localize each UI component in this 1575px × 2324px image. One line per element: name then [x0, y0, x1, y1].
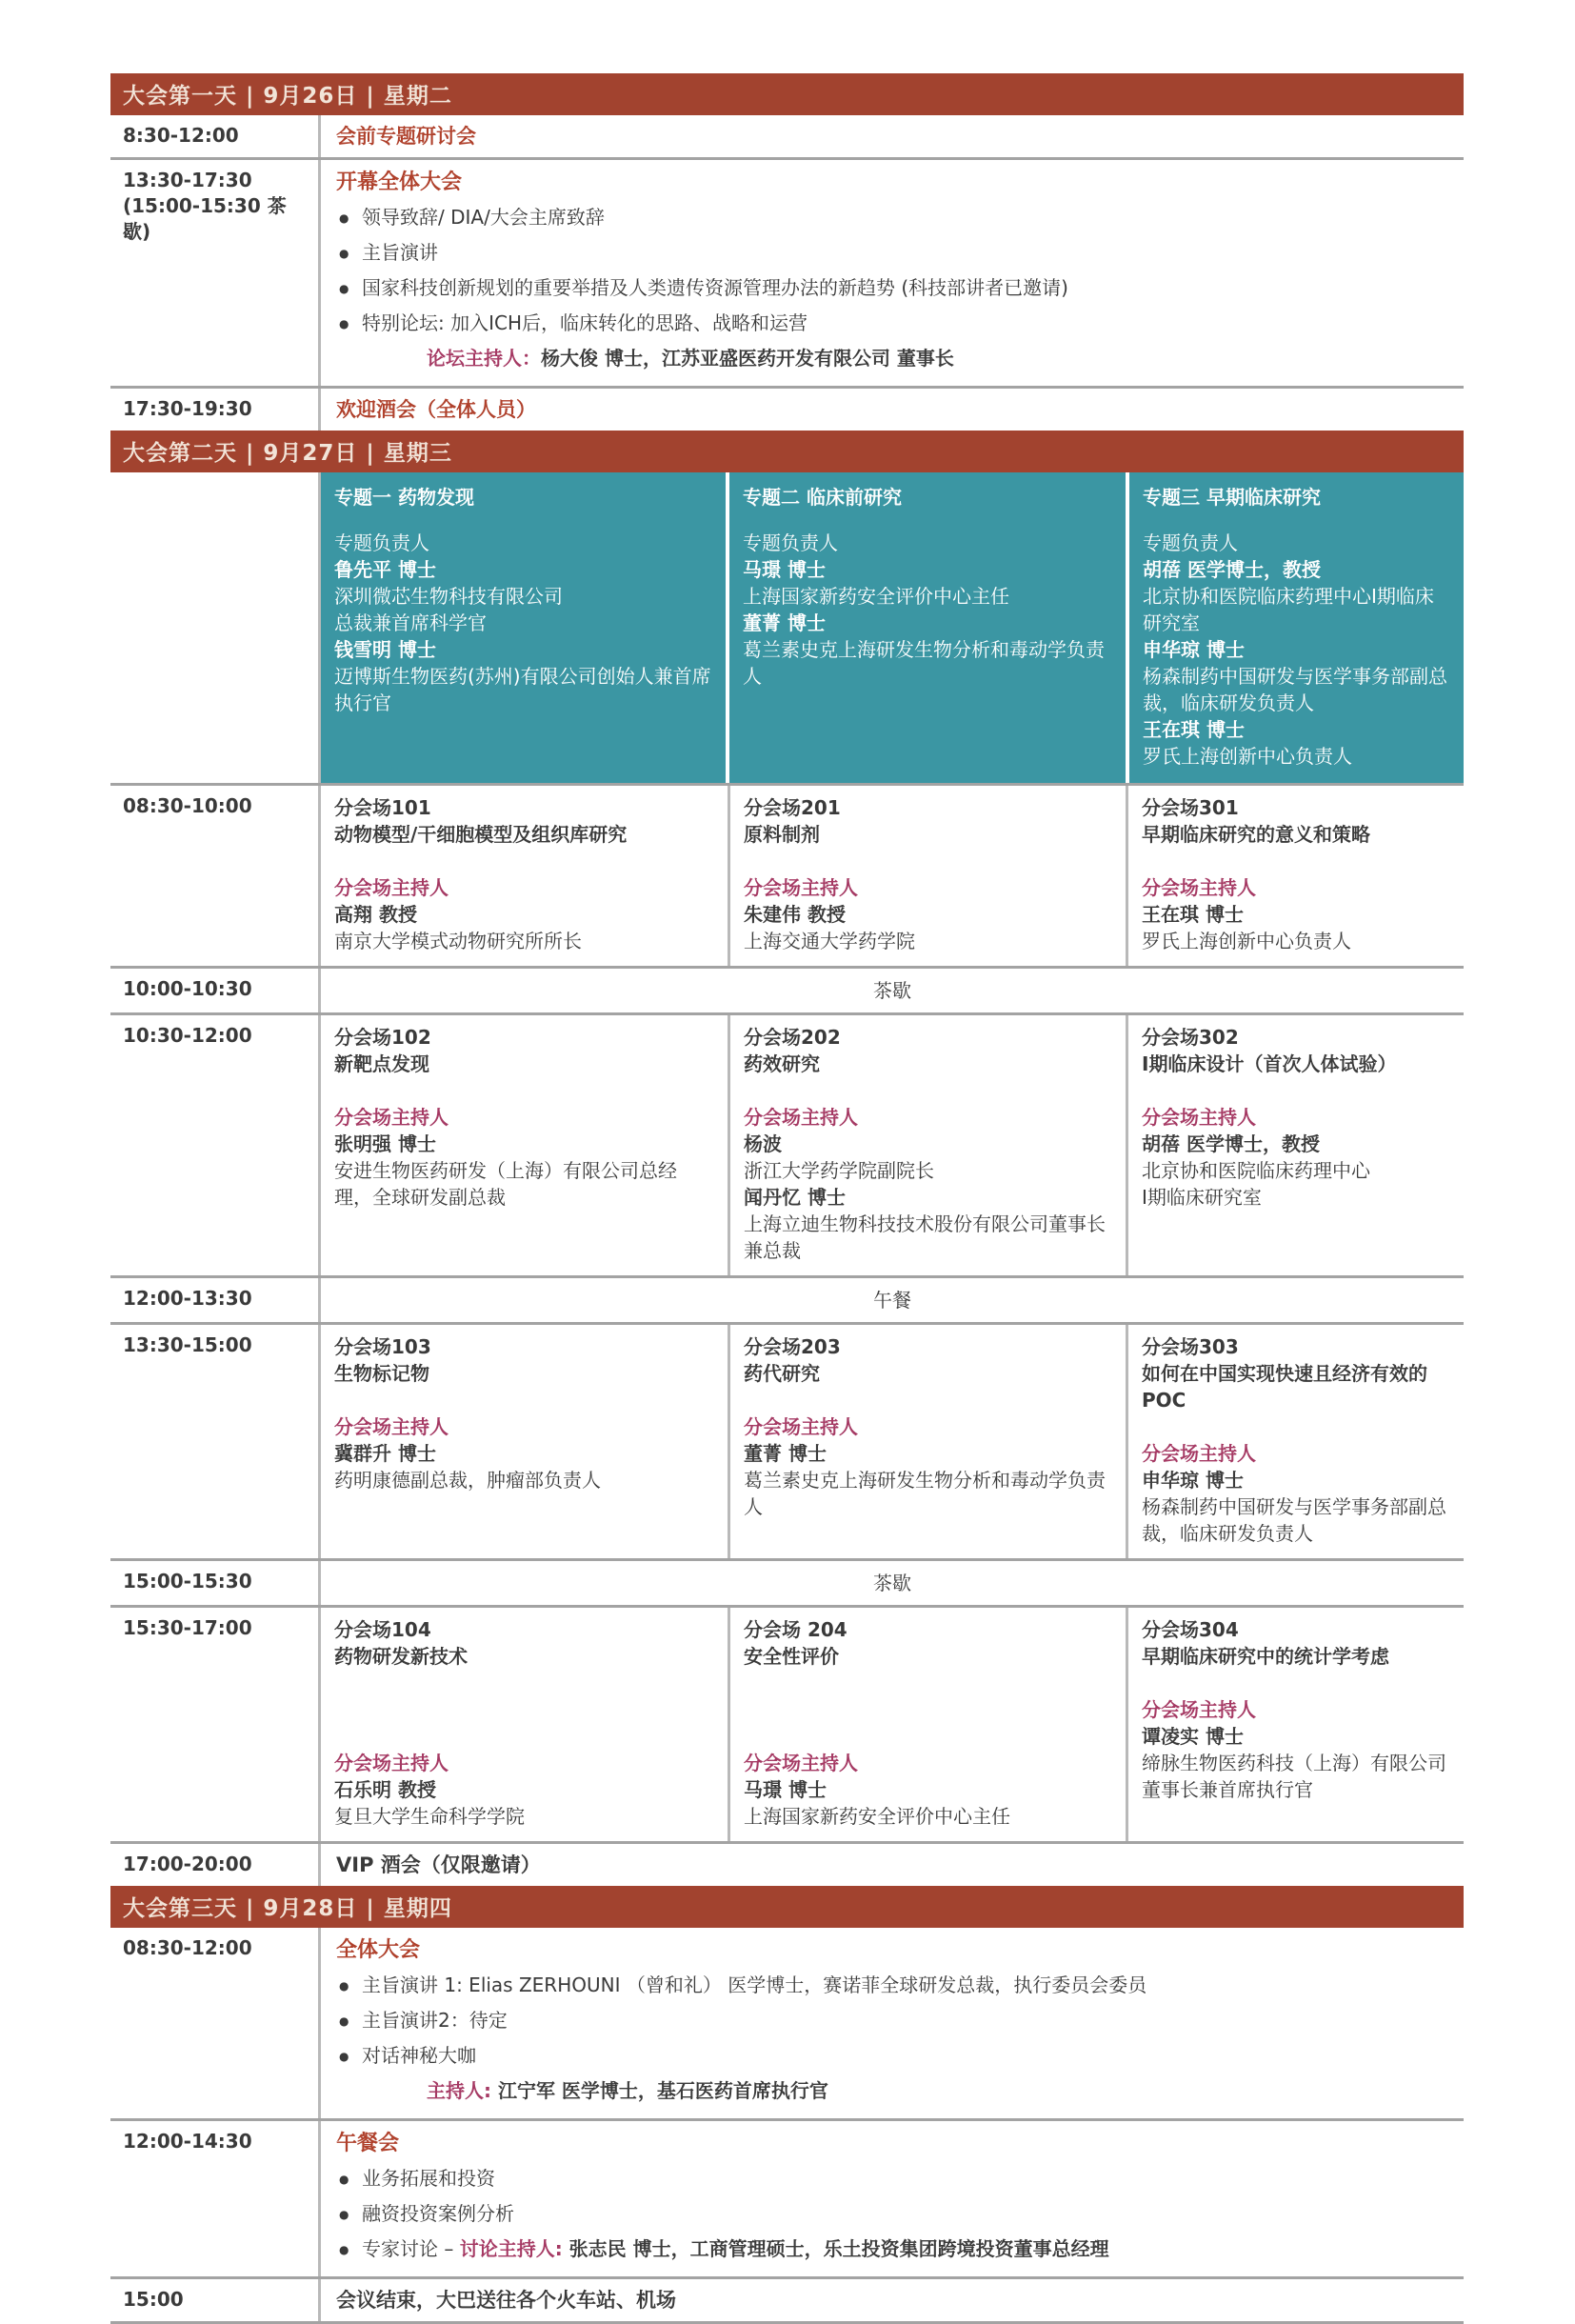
- break-row: [110, 969, 1464, 1015]
- time-cell: [110, 160, 321, 386]
- cell-line: 原料制剂: [744, 823, 820, 846]
- cell-line: 石乐明 教授: [334, 1778, 436, 1801]
- bullet-item: [336, 235, 1448, 270]
- cell-line: 朱建伟 教授: [744, 903, 846, 926]
- cell-line: 复旦大学生命科学学院: [334, 1805, 525, 1828]
- time-cell-empty: [110, 472, 321, 783]
- cell-line: 分会场主持人: [744, 1752, 858, 1774]
- session-title: 开幕全体大会: [336, 170, 463, 194]
- closing-label: 会议结束，大巴送往各个火车站、机场: [336, 2289, 676, 2312]
- text-segment: 专家讨论 –: [362, 2237, 460, 2260]
- cell-line: [334, 848, 714, 874]
- bullet-item: [336, 2232, 1448, 2267]
- cell-line: [1142, 1670, 1450, 1696]
- track-header-row: [110, 472, 1464, 786]
- cell-line: 胡蓓 医学博士，教授: [1143, 558, 1321, 581]
- session-cell-103: [321, 1325, 728, 1558]
- text-segment: 融资投资案例分析: [362, 2202, 514, 2225]
- schedule-row: [110, 1928, 1464, 2121]
- text-segment: 业务拓展和投资: [362, 2167, 495, 2190]
- cell-line: [334, 1670, 714, 1696]
- time-cell: 15:00-15:30: [110, 1561, 321, 1605]
- text-segment: 国家科技创新规划的重要举措及人类遗传资源管理办法的新趋势 (科技部讲者已邀请): [362, 276, 1068, 299]
- schedule-row: [110, 2279, 1464, 2324]
- cell-line: [744, 1723, 1112, 1750]
- schedule-row: [110, 1325, 1464, 1561]
- cell-line: 董菁 博士: [743, 611, 826, 634]
- cell-line: 胡蓓 医学博士，教授: [1142, 1132, 1320, 1155]
- cell-line: [1142, 1077, 1450, 1104]
- schedule-row: [110, 1844, 1464, 1886]
- cell-line: 钱雪明 博士: [334, 638, 436, 661]
- cell-line: 分会场301: [1142, 796, 1239, 819]
- cell-line: 分会场主持人: [1142, 876, 1256, 899]
- cell-line: 迈博斯生物医药(苏州)有限公司创始人兼首席执行官: [334, 665, 711, 714]
- session-cell-202: [728, 1015, 1126, 1275]
- cell-line: 分会场 204: [744, 1618, 847, 1641]
- session-title: 欢迎酒会（全体人员）: [336, 398, 536, 421]
- cell-line: 鲁先平 博士: [334, 558, 436, 581]
- cell-line: 药效研究: [744, 1052, 820, 1075]
- time-cell: 8:30-12:00: [110, 115, 321, 157]
- bullet-item: [336, 270, 1448, 306]
- cell-line: [334, 1077, 714, 1104]
- cell-line: 专题二 临床前研究: [743, 486, 902, 509]
- cell-line: 总裁兼首席科学官: [334, 611, 487, 634]
- break-label: 茶歇: [873, 1572, 911, 1594]
- schedule-row: [110, 1608, 1464, 1844]
- cell-line: 药物研发新技术: [334, 1645, 468, 1668]
- cell-line: 分会场202: [744, 1026, 841, 1049]
- cell-line: [334, 1387, 714, 1413]
- schedule-row: [110, 2121, 1464, 2279]
- day2-header-label: 大会第二天 | 9月27日 | 星期三: [123, 441, 452, 466]
- text-segment: 主旨演讲 1: Elias ZERHOUNI （曾和礼） 医学博士，赛诺菲全球研发总裁，执行委员会委员: [362, 1973, 1147, 1996]
- session-cells: [321, 1325, 1464, 1558]
- cell-line: 杨森制药中国研发与医学事务部副总裁，临床研发负责人: [1142, 1495, 1446, 1545]
- cell-line: 分会场主持人: [334, 1415, 449, 1438]
- cell-line: 高翔 教授: [334, 903, 417, 926]
- text-segment: 讨论主持人:: [459, 2237, 563, 2260]
- time-cell: 15:30-17:00: [110, 1608, 321, 1841]
- cell-line: 专题负责人: [1143, 531, 1238, 554]
- text-segment: 对话神秘大咖: [362, 2044, 476, 2067]
- cell-line: 分会场201: [744, 796, 841, 819]
- session-cell-102: [321, 1015, 728, 1275]
- day1-header-band: [110, 73, 1464, 115]
- cell-line: 安进生物医药研发（上海）有限公司总经理，全球研发副总裁: [334, 1159, 677, 1209]
- text-segment: 特别论坛: 加入ICH后，临床转化的思路、战略和运营: [362, 311, 807, 334]
- session-title: 全体大会: [336, 1938, 421, 1962]
- cell-line: I期临床研究室: [1142, 1186, 1262, 1209]
- time-cell: 12:00-14:30: [110, 2121, 321, 2276]
- cell-line: 分会场主持人: [1142, 1698, 1256, 1721]
- cell-line: 北京协和医院临床药理中心I期临床研究室: [1143, 585, 1434, 634]
- cell-line: 南京大学模式动物研究所所长: [334, 930, 582, 952]
- time-cell: 17:30-19:30: [110, 389, 321, 431]
- cell-line: 谭凌实 博士: [1142, 1725, 1244, 1748]
- cell-line: 闻丹忆 博士: [744, 1186, 846, 1209]
- cell-line: [1142, 848, 1450, 874]
- cell-line: 分会场主持人: [334, 1106, 449, 1129]
- bullet-item: [336, 2161, 1448, 2196]
- cell-line: [744, 1387, 1112, 1413]
- text-segment: 杨大俊 博士，江苏亚盛医药开发有限公司 董事长: [541, 347, 954, 370]
- time-cell: 13:30-15:00: [110, 1325, 321, 1558]
- time-cell: 08:30-10:00: [110, 786, 321, 966]
- cell-line: [1142, 1413, 1450, 1440]
- session-cell-201: [728, 786, 1126, 966]
- text-segment: 张志民 博士，工商管理硕士，乐土投资集团跨境投资董事总经理: [562, 2237, 1109, 2260]
- bullet-item: [336, 200, 1448, 235]
- cell-line: 专题负责人: [334, 531, 429, 554]
- cell-line: 药代研究: [744, 1362, 820, 1385]
- track2-preclinical: [729, 472, 1126, 783]
- time-cell: 17:00-20:00: [110, 1844, 321, 1886]
- schedule-row: [110, 786, 1464, 969]
- schedule-row: [110, 1015, 1464, 1278]
- time-cell: 12:00-13:30: [110, 1278, 321, 1322]
- day3-header-band: [110, 1886, 1464, 1928]
- cell-line: I期临床设计（首次人体试验）: [1142, 1052, 1397, 1075]
- session-cell-101: [321, 786, 728, 966]
- day3-header-label: 大会第三天 | 9月28日 | 星期四: [123, 1896, 452, 1921]
- session-cell: [321, 160, 1464, 386]
- session-cell-301: [1126, 786, 1464, 966]
- cell-line: 王在琪 博士: [1143, 718, 1245, 741]
- bullet-item: [336, 2003, 1448, 2038]
- break-label: 茶歇: [873, 979, 911, 1002]
- break-row: [110, 1278, 1464, 1325]
- session-cell-303: [1126, 1325, 1464, 1558]
- cell-line: 王在琪 博士: [1142, 903, 1244, 926]
- cell-line: 申华琼 博士: [1143, 638, 1245, 661]
- cell-line: 安全性评价: [744, 1645, 839, 1668]
- cell-line: 分会场主持人: [1142, 1106, 1256, 1129]
- cell-line: 上海交通大学药学院: [744, 930, 915, 952]
- text-segment: 江宁军 医学博士，基石医药首席执行官: [491, 2079, 828, 2102]
- cell-line: 分会场203: [744, 1335, 841, 1358]
- bullet-item: [336, 2038, 1448, 2074]
- session-cell-204: [728, 1608, 1126, 1841]
- cell-line: 上海立迪生物科技技术股份有限公司董事长兼总裁: [744, 1212, 1106, 1262]
- cell-line: 马璟 博士: [744, 1778, 827, 1801]
- session-title: 会前专题研讨会: [336, 125, 476, 148]
- cell-line: 分会场102: [334, 1026, 431, 1049]
- session-cells: [321, 1015, 1464, 1275]
- cell-line: [334, 1696, 714, 1723]
- cell-line: 冀群升 博士: [334, 1442, 436, 1465]
- cell-line: 早期临床研究中的统计学考虑: [1142, 1645, 1389, 1668]
- bullet-item: [336, 1968, 1448, 2003]
- track3-early-clinical: [1129, 472, 1464, 783]
- cell-line: 罗氏上海创新中心负责人: [1142, 930, 1351, 952]
- session-cells: [321, 1608, 1464, 1841]
- text-segment: 主旨演讲2：待定: [362, 2009, 508, 2032]
- time-cell: 10:00-10:30: [110, 969, 321, 1012]
- session-cell-302: [1126, 1015, 1464, 1275]
- text-segment: 主旨演讲: [362, 241, 438, 264]
- time-cell: 08:30-12:00: [110, 1928, 321, 2118]
- cell-line: [744, 1077, 1112, 1104]
- cell-line: 缔脉生物医药科技（上海）有限公司董事长兼首席执行官: [1142, 1752, 1446, 1801]
- session-cell-203: [728, 1325, 1126, 1558]
- cell-line: 马璟 博士: [743, 558, 826, 581]
- session-cell: [321, 2121, 1464, 2276]
- cell-line: 药明康德副总裁，肿瘤部负责人: [334, 1469, 601, 1492]
- session-title: 午餐会: [336, 2132, 400, 2155]
- cell-line: 申华琼 博士: [1142, 1469, 1244, 1492]
- vip-reception-label: VIP 酒会（仅限邀请）: [336, 1853, 541, 1876]
- session-cell-304: [1126, 1608, 1464, 1841]
- cell-line: 生物标记物: [334, 1362, 429, 1385]
- cell-line: 北京协和医院临床药理中心: [1142, 1159, 1370, 1182]
- cell-line: 新靶点发现: [334, 1052, 429, 1075]
- moderator-line: [336, 2074, 1448, 2109]
- time-break-note: (15:00-15:30 茶歇): [123, 194, 287, 243]
- time-cell: 15:00: [110, 2279, 321, 2321]
- lunch-label: 午餐: [873, 1289, 911, 1312]
- cell-line: 分会场主持人: [744, 1106, 858, 1129]
- cell-line: 分会场304: [1142, 1618, 1239, 1641]
- cell-line: 深圳微芯生物科技有限公司: [334, 585, 563, 608]
- schedule-row: [110, 389, 1464, 431]
- time-range: 13:30-17:30: [123, 169, 252, 191]
- cell-line: [334, 1723, 714, 1750]
- text-segment: 论坛主持人：: [427, 347, 541, 370]
- cell-line: 专题三 早期临床研究: [1143, 486, 1321, 509]
- schedule-row: [110, 160, 1464, 389]
- cell-line: 张明强 博士: [334, 1132, 436, 1155]
- text-segment: 领导致辞/ DIA/大会主席致辞: [362, 206, 605, 229]
- day1-header-label: 大会第一天 | 9月26日 | 星期二: [123, 84, 452, 109]
- cell-line: 分会场主持人: [1142, 1442, 1256, 1465]
- conference-agenda: [110, 73, 1464, 2324]
- session-cell-104: [321, 1608, 728, 1841]
- break-row: [110, 1561, 1464, 1608]
- cell-line: 分会场104: [334, 1618, 431, 1641]
- text-segment: 主持人:: [427, 2079, 491, 2102]
- day2-header-band: [110, 431, 1464, 472]
- cell-line: [744, 848, 1112, 874]
- cell-line: [744, 1670, 1112, 1696]
- cell-line: 杨波: [744, 1132, 782, 1155]
- cell-line: 专题一 药物发现: [334, 486, 474, 509]
- cell-line: 动物模型/干细胞模型及组织库研究: [334, 823, 628, 846]
- track1-drug-discovery: [321, 472, 726, 783]
- cell-line: 分会场103: [334, 1335, 431, 1358]
- cell-line: 分会场101: [334, 796, 431, 819]
- cell-line: 罗氏上海创新中心负责人: [1143, 745, 1352, 768]
- cell-line: 杨森制药中国研发与医学事务部副总裁，临床研发负责人: [1143, 665, 1447, 714]
- cell-line: 上海国家新药安全评价中心主任: [744, 1805, 1010, 1828]
- cell-line: 上海国家新药安全评价中心主任: [743, 585, 1009, 608]
- bullet-item: [336, 2196, 1448, 2232]
- cell-line: 早期临床研究的意义和策略: [1142, 823, 1370, 846]
- cell-line: 分会场主持人: [334, 876, 449, 899]
- session-cell: [321, 1928, 1464, 2118]
- cell-line: 分会场主持人: [744, 1415, 858, 1438]
- cell-line: 专题负责人: [743, 531, 838, 554]
- time-cell: 10:30-12:00: [110, 1015, 321, 1275]
- cell-line: 葛兰素史克上海研发生物分析和毒动学负责人: [743, 638, 1105, 688]
- cell-line: 分会场主持人: [744, 876, 858, 899]
- cell-line: 分会场303: [1142, 1335, 1239, 1358]
- cell-line: 如何在中国实现快速且经济有效的POC: [1142, 1362, 1427, 1412]
- moderator-line: [336, 341, 1448, 376]
- cell-line: 董菁 博士: [744, 1442, 827, 1465]
- session-cells: [321, 786, 1464, 966]
- cell-line: 浙江大学药学院副院长: [744, 1159, 934, 1182]
- cell-line: 分会场302: [1142, 1026, 1239, 1049]
- cell-line: 葛兰素史克上海研发生物分析和毒动学负责人: [744, 1469, 1106, 1518]
- cell-line: [744, 1696, 1112, 1723]
- schedule-row: [110, 115, 1464, 160]
- cell-line: 分会场主持人: [334, 1752, 449, 1774]
- bullet-item: [336, 306, 1448, 341]
- track-cells: [321, 472, 1464, 783]
